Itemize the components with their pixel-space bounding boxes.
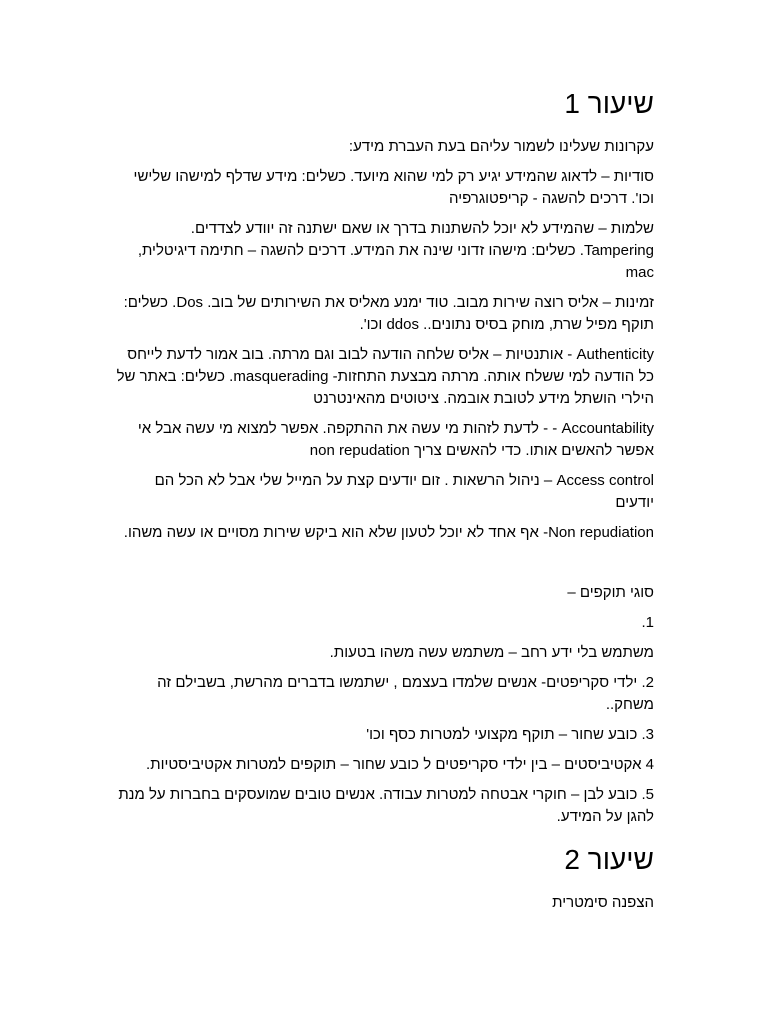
lesson-2-subtitle: הצפנה סימטרית	[552, 894, 654, 911]
confidentiality-paragraph: סודיות – לדאוג שהמידע יגיע רק למי שהוא מיועד. כשלים: מידע שדלף למישהו שלישי וכו'. דרכים להשגה - קריפטוגרפיה	[133, 168, 654, 207]
lesson-2-title: שיעור 2	[564, 844, 654, 875]
intro-paragraph: עקרונות שעלינו לשמור עליהם בעת העברת מידע:	[348, 138, 654, 155]
spacer	[114, 552, 654, 582]
attack-list-item: משתמש בלי ידע רחב – משתמש עשה משהו בטעות.	[329, 644, 654, 661]
lesson-1-title: שיעור 1	[564, 88, 654, 119]
integrity-paragraph: שלמות – שהמידע לא יוכל להשתנות בדרך או שאם ישתנה זה יוודע לצדדים. Tampering. כשלים: מישהו זדוני שינה את המידע. דרכים להשגה – חתימה דיגיטלית, mac	[137, 220, 654, 281]
non-repudiation-paragraph: Non repudiation- אף אחד לא יוכל לטעון שלא הוא ביקש שירות מסויים או עשה משהו.	[123, 524, 654, 541]
attack-list-item: 2. ילדי סקריפטים- אנשים שלמדו בעצמם , ישתמשו בדברים מהרשת, בשבילם זה משחק..	[157, 674, 654, 713]
attack-list-item: 1.	[641, 614, 654, 631]
accountability-paragraph: Accountability - - לדעת לזהות מי עשה את ההתקפה. אפשר למצוא מי עשה אבל אי אפשר להאשים אותו. כדי להאשים צריך non repudation	[137, 420, 654, 459]
attack-list-item: 5. כובע לבן – חוקרי אבטחה למטרות עבודה. אנשים טובים שמועסקים בחברות על מנת להגן על המידע.	[118, 786, 654, 825]
attack-list-item: 3. כובע שחור – תוקף מקצועי למטרות כסף וכו'	[366, 726, 654, 743]
authenticity-paragraph: Authenticity - אותנטיות – אליס שלחה הודעה לבוב וגם מרתה. בוב אמור לדעת לייחס כל הודעה למי ששלח אותה. מרתה מבצעת התחזות- masquerading. כשלים: באתר של הילרי הושתל מידע לטובת אובמה. ציטוטים מהאינטרנט	[116, 346, 654, 407]
document-content	[114, 86, 654, 922]
attack-list-item: 4 אקטיביסטים – בין ילדי סקריפטים ל כובע שחור – תוקפים למטרות אקטיביסטיות.	[146, 756, 654, 773]
access-control-paragraph: Access control – ניהול הרשאות . זום יודעים קצת על המייל שלי אבל לא הכל הם יודעים	[154, 472, 654, 511]
attack-types-title: סוגי תוקפים –	[567, 584, 654, 601]
availability-paragraph: זמינות – אליס רוצה שירות מבוב. טוד ימנע מאליס את השירותים של בוב. Dos. כשלים: תוקף מפיל שרת, מוחק בסיס נתונים.. ddos וכו'.	[123, 294, 654, 333]
